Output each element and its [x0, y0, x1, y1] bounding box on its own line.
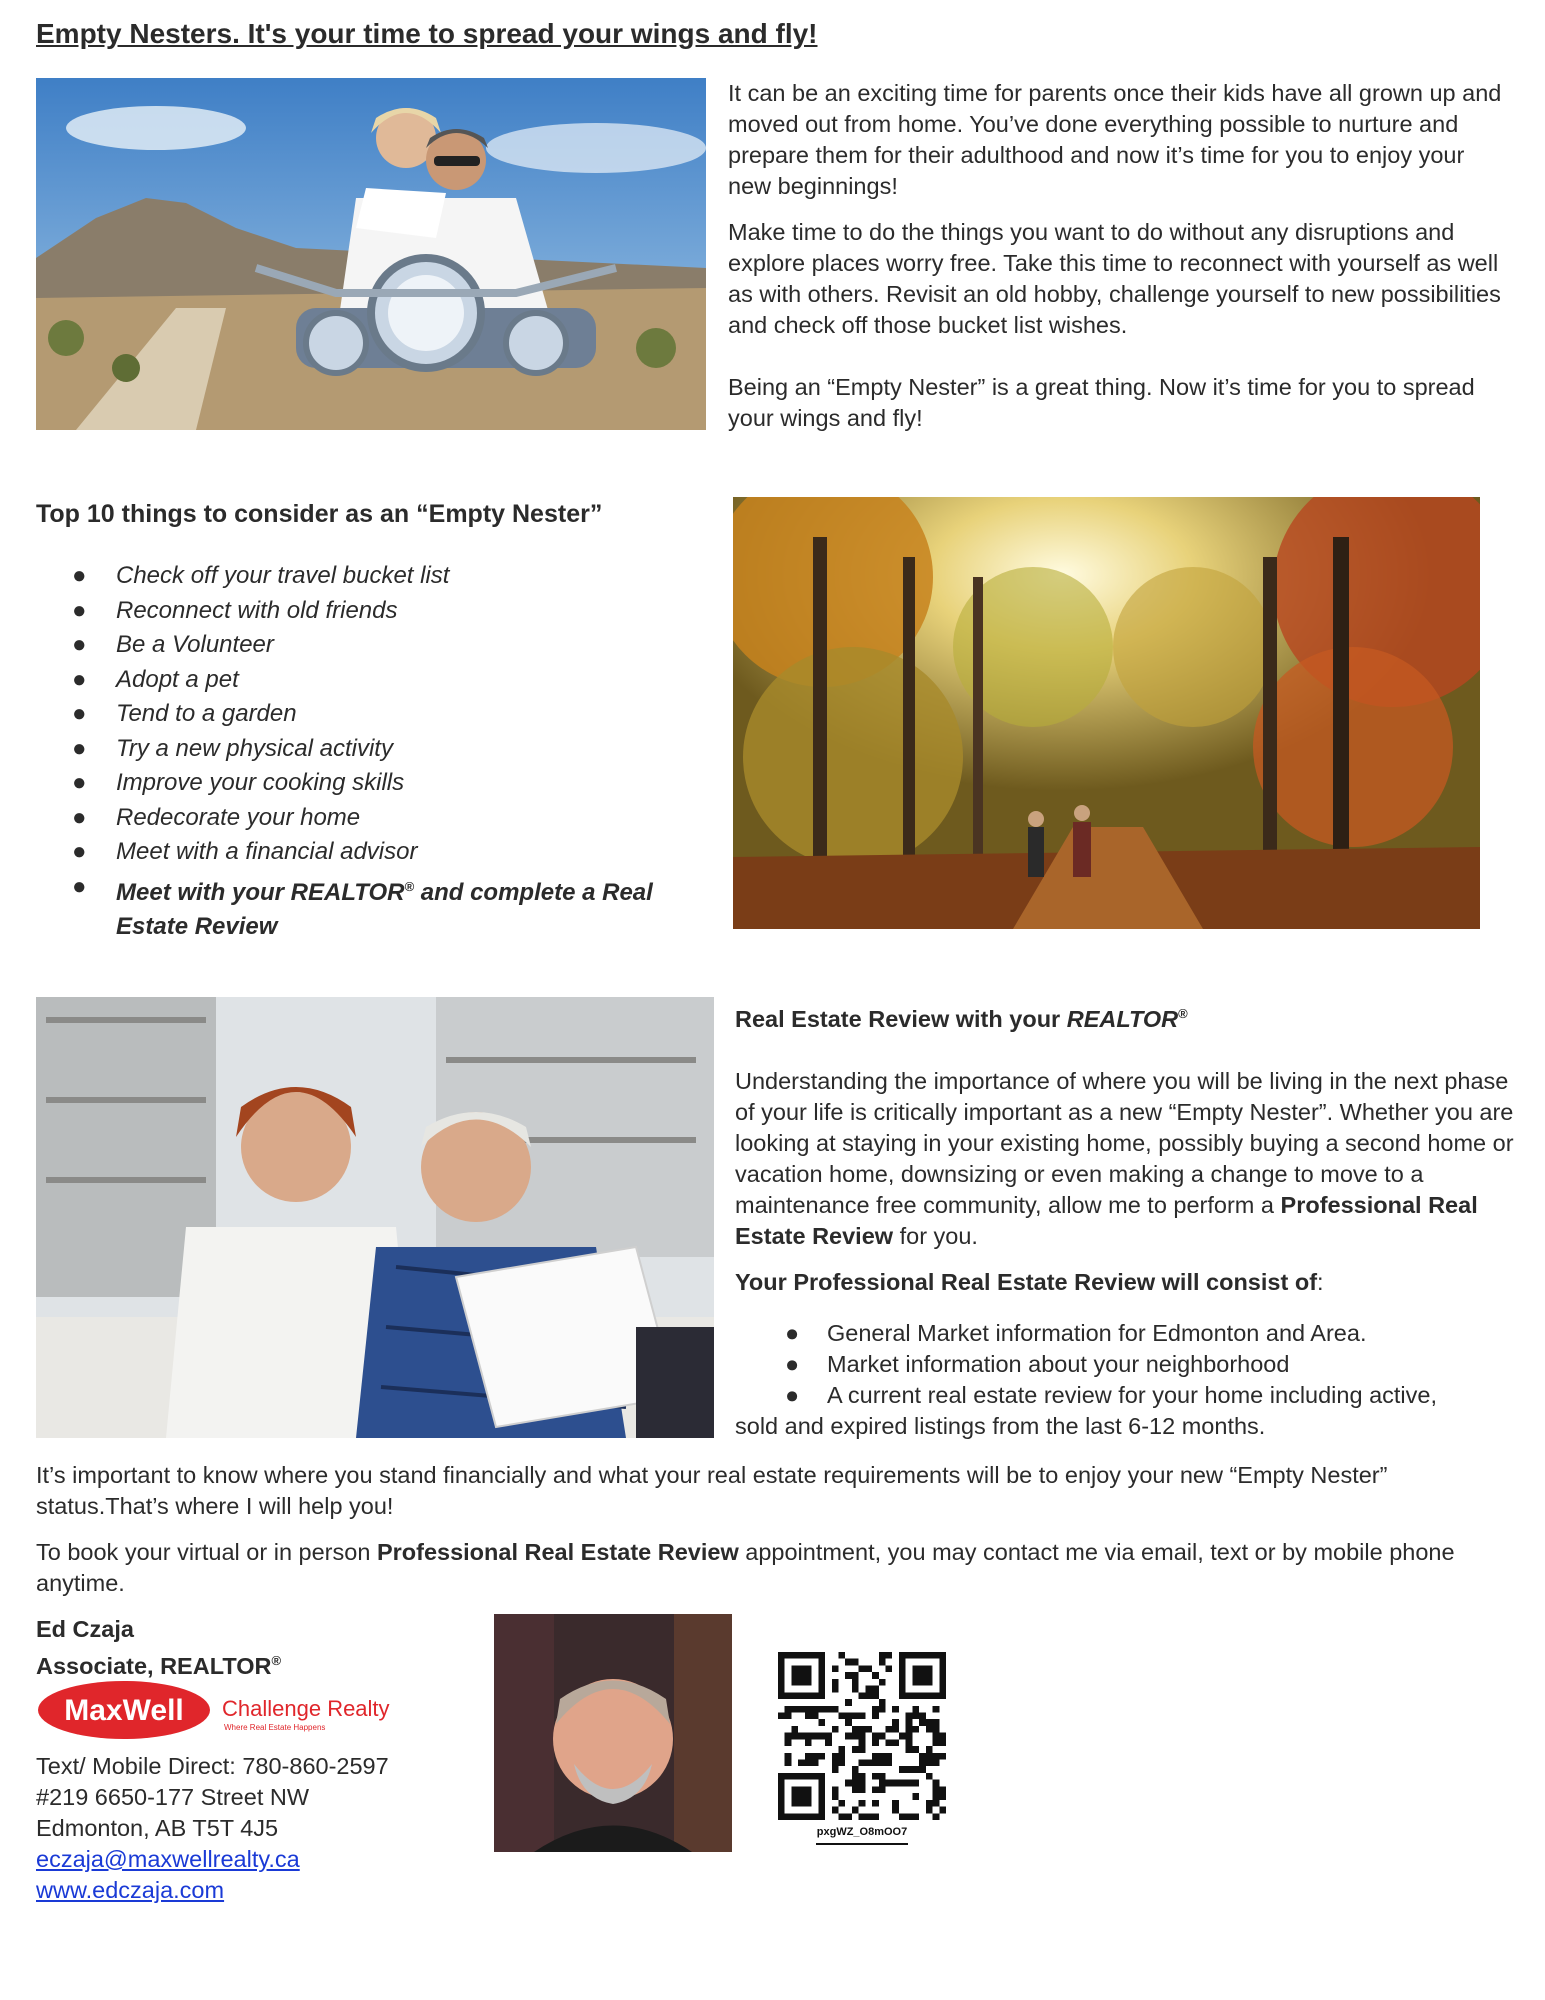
list-item: ● Try a new physical activity: [72, 734, 393, 762]
agent-name: Ed Czaja: [36, 1616, 134, 1642]
qr-caption-underline: [816, 1843, 908, 1845]
review-consist: Your Professional Real Estate Review will consist of:: [735, 1268, 1324, 1295]
review-bullets: [735, 1318, 1515, 1442]
maxwell-logo: [36, 1680, 406, 1746]
closing-paragraph-2: To book your virtual or in person Professional Real Estate Review appointment, you may contact me via email, text or by mobile phone anytime.: [36, 1539, 1455, 1596]
list-item-continuation: sold and expired listings from the last 6-12 months.: [735, 1413, 1266, 1439]
agent-address-line1: #219 6650-177 Street NW: [36, 1784, 310, 1810]
list-item: ● General Market information for Edmonton and Area.: [785, 1320, 1367, 1346]
list-item: ● Market information about your neighborhood: [785, 1351, 1290, 1377]
list-item-realtor: ● Meet with your REALTOR® and complete a Real Estate Review: [72, 872, 653, 940]
list-item: ● Be a Volunteer: [72, 631, 274, 658]
page-title: Empty Nesters. It's your time to spread your wings and fly!: [36, 18, 818, 49]
agent-address-line2: Edmonton, AB T5T 4J5: [36, 1815, 279, 1841]
qr-code-caption: pxgWZ_O8mOO7: [816, 1826, 908, 1838]
motorcycle-couple-photo: [36, 78, 706, 430]
agent-headshot-photo: [494, 1614, 732, 1852]
agent-phone: Text/ Mobile Direct: 780-860-2597: [36, 1753, 389, 1779]
agent-role: Associate, REALTOR®: [36, 1652, 282, 1679]
logo-main-text: MaxWell: [64, 1694, 184, 1727]
seniors-reviewing-photo: [36, 997, 714, 1438]
list-item: ● Check off your travel bucket list: [72, 562, 450, 589]
list-item: ● Tend to a garden: [72, 700, 297, 727]
list-item: ● Improve your cooking skills: [72, 769, 405, 796]
top10-list: [36, 559, 716, 945]
autumn-forest-photo: [733, 497, 1480, 929]
closing-paragraph-1: It’s important to know where you stand financially and what your real estate requirements will be to enjoy your new “Empty Nester” status.That’s where I will help you!: [36, 1462, 1388, 1519]
list-item: ● Reconnect with old friends: [72, 596, 398, 624]
logo-company-name: Challenge Realty: [222, 1696, 390, 1721]
top10-heading: Top 10 things to consider as an “Empty Nester”: [36, 500, 603, 528]
logo-tagline: Where Real Estate Happens: [224, 1723, 326, 1732]
list-item: ● Redecorate your home: [72, 803, 361, 831]
intro-paragraph-2: Make time to do the things you want to do without any disruptions and explore places worry free. Take this time to reconnect with yourself as well as with others. Revisit an old hobby, challenge yourself to new possibilities and check off those bucket list wishes.: [728, 219, 1501, 338]
intro-paragraph-1: It can be an exciting time for parents once their kids have all grown up and moved out from home. You’ve done everything possible to nurture and prepare them for their adulthood and now it’s time for you to enjoy your new beginnings!: [728, 80, 1502, 199]
agent-website-link[interactable]: www.edczaja.com: [36, 1877, 225, 1903]
agent-email-link[interactable]: eczaja@maxwellrealty.ca: [36, 1846, 300, 1872]
qr-code: [778, 1652, 946, 1820]
list-item: ● Adopt a pet: [72, 665, 239, 693]
review-paragraph: Understanding the importance of where you will be living in the next phase of your life is critically important as a new “Empty Nester”. Whether you are looking at staying in your existing home, possibly buying a second home or vacation home, downsizing or even making a change to move to a maintenance free community, allow me to perform a Professional Real Estate Review for you.: [735, 1067, 1514, 1249]
list-item: ● Meet with a financial advisor: [72, 838, 418, 865]
intro-paragraph-3: Being an “Empty Nester” is a great thing. Now it’s time for you to spread your wings and fly!: [728, 374, 1475, 431]
list-item: ● A current real estate review for your home including active,: [785, 1382, 1437, 1408]
review-heading: Real Estate Review with your REALTOR®: [735, 1005, 1188, 1032]
